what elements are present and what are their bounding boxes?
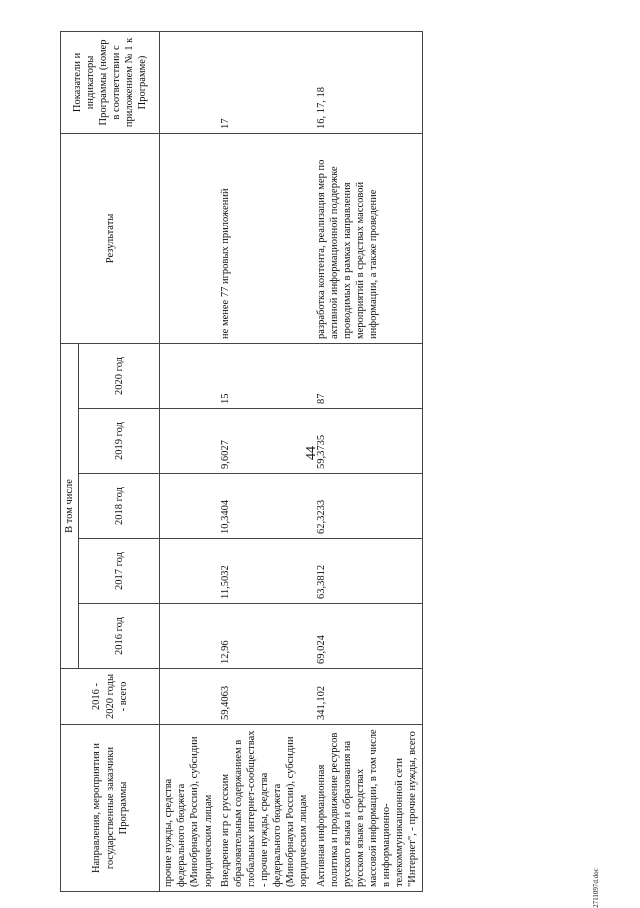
cell-year-2020: 15 — [217, 343, 313, 408]
cell-year-2017: 11,5032 — [217, 539, 313, 604]
cell-year-2019 — [160, 409, 217, 474]
cell-year-2018: 10,3404 — [217, 474, 313, 539]
cell-indicators: 17 — [217, 31, 313, 133]
cell-year-2020 — [160, 343, 217, 408]
cell-indicators — [160, 31, 217, 133]
cell-direction: прочие нужды, средства федерального бюджета (Минобрнауки России), субсидии юридическим лицам — [160, 725, 217, 892]
cell-direction: Внедрение игр с русским образовательным содержанием в глобальных интернет-сообществах - прочие нужды, средства федерального бюджета (Минобрнауки России), субсидии юридическим лицам — [217, 725, 313, 892]
table-row — [313, 31, 423, 891]
cell-results — [160, 133, 217, 343]
cell-year-2017 — [160, 539, 217, 604]
cell-direction: Активная информационная политика и продвижение ресурсов русского языка и образования на русском языке в средствах массовой информации, в том числе в информационно-телекоммуникационной сети "Интернет", - прочие нужды, всего — [313, 725, 423, 892]
cell-year-2017: 63,3812 — [313, 539, 423, 604]
cell-total — [160, 669, 217, 725]
header-year-2017: 2017 год — [79, 539, 160, 604]
cell-year-2016 — [160, 604, 217, 669]
rotated-content — [60, 32, 632, 892]
header-year-2019: 2019 год — [79, 409, 160, 474]
footer-filename: 2711097d.doc — [592, 868, 600, 908]
header-results: Результаты — [61, 133, 160, 343]
cell-year-2016: 69,024 — [313, 604, 423, 669]
cell-year-2018: 62,3233 — [313, 474, 423, 539]
table-row — [160, 31, 217, 891]
program-table — [60, 31, 423, 892]
cell-results: разработка контента, реализация мер по активной информационной поддержке проводимых в рамках направления мероприятий в средствах массовой информации, а также проведение — [313, 133, 423, 343]
cell-total: 341,102 — [313, 669, 423, 725]
cell-indicators: 16, 17, 18 — [313, 31, 423, 133]
cell-total: 59,4063 — [217, 669, 313, 725]
header-year-2016: 2016 год — [79, 604, 160, 669]
header-total: 2016 - 2020 годы - всего — [61, 669, 160, 725]
cell-year-2019: 9,6027 — [217, 409, 313, 474]
cell-year-2020: 87 — [313, 343, 423, 408]
header-year-2020: 2020 год — [79, 343, 160, 408]
cell-year-2019: 59,3735 — [313, 409, 423, 474]
cell-results: не менее 77 игровых приложений — [217, 133, 313, 343]
page-number: 44 — [304, 446, 319, 460]
cell-year-2016: 12,96 — [217, 604, 313, 669]
header-indicators: Показатели и индикаторы Программы (номер в соответствии с приложением № 1 к Программе) — [61, 31, 160, 133]
rotated-page — [60, 32, 632, 892]
table-body — [160, 31, 422, 891]
table-row — [217, 31, 313, 891]
header-year-2018: 2018 год — [79, 474, 160, 539]
table-header — [61, 31, 160, 891]
header-direction: Направления, мероприятия и государственные заказчики Программы — [61, 725, 160, 892]
header-in-total: В том числе — [61, 343, 79, 668]
cell-year-2018 — [160, 474, 217, 539]
